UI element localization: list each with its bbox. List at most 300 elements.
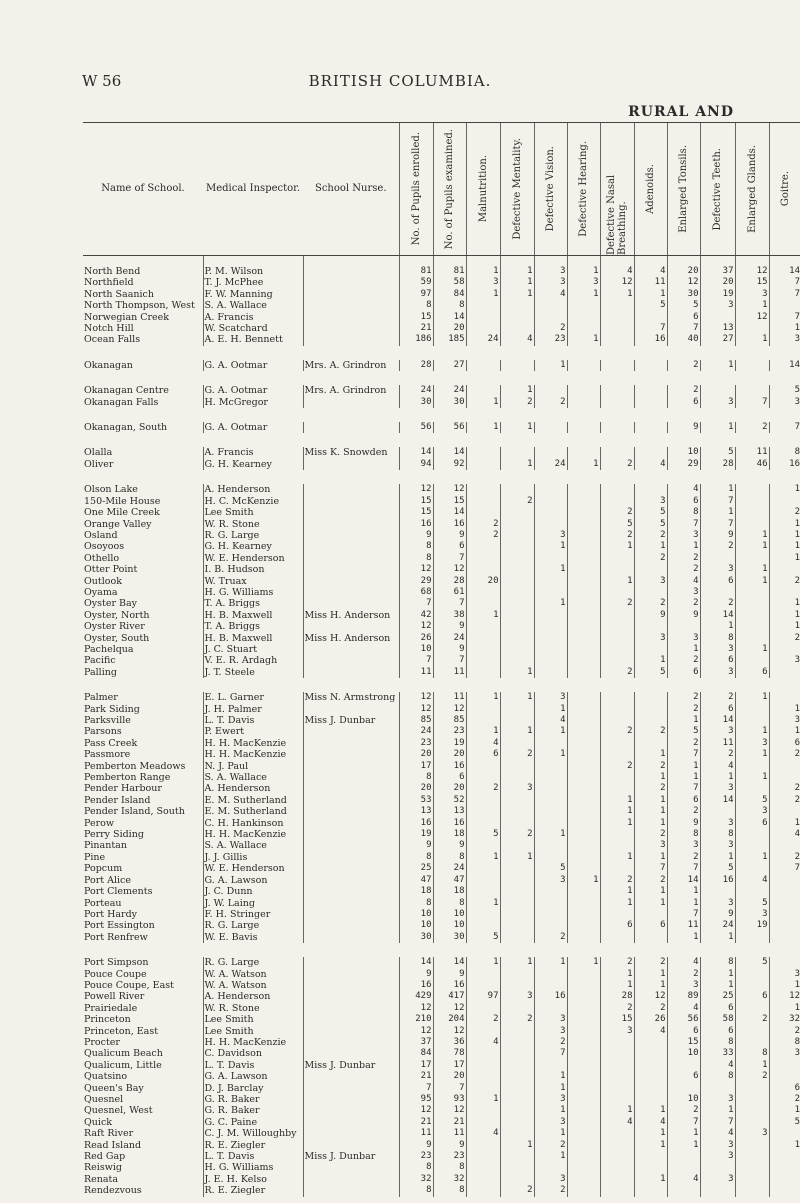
- value-cell: 20: [433, 749, 466, 760]
- value-cell: [466, 1140, 500, 1151]
- table-row: [83, 541, 800, 552]
- value-cell: [466, 1026, 500, 1037]
- table-row: [83, 459, 800, 470]
- value-cell: [534, 886, 567, 897]
- value-cell: 12: [634, 991, 667, 1002]
- value-cell: 4: [667, 576, 700, 587]
- value-cell: 2: [500, 829, 534, 840]
- value-cell: [567, 969, 600, 980]
- nurse-cell: Miss J. Dunbar: [303, 1060, 399, 1071]
- value-cell: 14: [667, 875, 700, 886]
- value-cell: [600, 1140, 634, 1151]
- value-cell: [735, 886, 769, 897]
- value-cell: [769, 806, 800, 817]
- nurse-cell: [303, 806, 399, 817]
- value-cell: 7: [634, 323, 667, 334]
- value-cell: 7: [433, 553, 466, 564]
- value-cell: 9: [399, 840, 433, 851]
- value-cell: 1: [769, 1140, 800, 1151]
- nurse-cell: [303, 459, 399, 470]
- value-cell: 24: [700, 920, 735, 931]
- value-cell: 204: [433, 1014, 466, 1025]
- value-cell: 1: [735, 692, 769, 703]
- school-name-cell: Pemberton Range: [84, 772, 171, 784]
- table-row: [83, 484, 800, 495]
- value-cell: [600, 1060, 634, 1071]
- value-cell: [634, 1151, 667, 1162]
- value-cell: 2: [667, 692, 700, 703]
- nurse-cell: [303, 496, 399, 507]
- value-cell: [634, 1037, 667, 1048]
- table-row: [83, 840, 800, 851]
- value-cell: 7: [700, 496, 735, 507]
- row-spacer: [83, 346, 800, 360]
- inspector-cell: W. R. Stone: [203, 1003, 303, 1014]
- value-cell: 1: [769, 323, 800, 334]
- value-cell: [500, 644, 534, 655]
- nurse-cell: [303, 957, 399, 968]
- value-cell: 68: [399, 587, 433, 598]
- value-cell: [500, 898, 534, 909]
- value-cell: [466, 920, 500, 931]
- column-header-label: Defective Vision.: [545, 146, 556, 232]
- value-cell: [500, 1048, 534, 1059]
- section-title: RURAL AND: [628, 104, 734, 120]
- school-name-cell: Porteau: [84, 897, 122, 909]
- value-cell: [600, 772, 634, 783]
- inspector-cell: H. B. Maxwell: [203, 610, 303, 621]
- school-name-cell: Port Simpson: [84, 957, 149, 969]
- value-cell: 12: [399, 484, 433, 495]
- value-cell: 4: [769, 829, 800, 840]
- value-cell: 1: [634, 886, 667, 897]
- value-cell: 20: [399, 783, 433, 794]
- value-cell: [567, 598, 600, 609]
- school-name-cell: Oyama: [84, 586, 118, 598]
- value-cell: [735, 655, 769, 666]
- value-cell: [534, 1003, 567, 1014]
- value-cell: 8: [433, 300, 466, 311]
- value-cell: [600, 829, 634, 840]
- value-cell: 1: [600, 969, 634, 980]
- value-cell: [634, 1094, 667, 1105]
- value-cell: 6: [769, 738, 800, 749]
- value-cell: 1: [534, 957, 567, 968]
- value-cell: 23: [399, 738, 433, 749]
- value-cell: [500, 772, 534, 783]
- value-cell: 1: [634, 898, 667, 909]
- table-row: [83, 829, 800, 840]
- school-name-cell: Quatsino: [84, 1071, 128, 1083]
- value-cell: [500, 715, 534, 726]
- value-cell: [567, 1174, 600, 1185]
- value-cell: [466, 496, 500, 507]
- value-cell: 5: [634, 507, 667, 518]
- value-cell: 16: [399, 818, 433, 829]
- table-row: [83, 761, 800, 772]
- value-cell: [466, 1117, 500, 1128]
- value-cell: 1: [567, 957, 600, 968]
- value-cell: 12: [769, 991, 800, 1002]
- inspector-cell: F. W. Manning: [203, 289, 303, 300]
- column-header: [769, 123, 800, 256]
- nurse-cell: [303, 519, 399, 530]
- school-name-cell: Osoyoos: [84, 541, 125, 553]
- table-row: [83, 1071, 800, 1082]
- value-cell: 85: [433, 715, 466, 726]
- value-cell: [634, 447, 667, 458]
- value-cell: 3: [667, 840, 700, 851]
- school-name-cell: Norwegian Creek: [84, 311, 170, 323]
- value-cell: 2: [600, 957, 634, 968]
- value-cell: [500, 1026, 534, 1037]
- inspector-cell: H. H. MacKenzie: [203, 738, 303, 749]
- value-cell: 9: [634, 610, 667, 621]
- value-cell: 81: [433, 256, 466, 278]
- school-name-cell: Okanagan Falls: [84, 396, 159, 408]
- value-cell: 11: [433, 692, 466, 703]
- row-spacer: [83, 470, 800, 484]
- value-cell: [700, 806, 735, 817]
- value-cell: [769, 1071, 800, 1082]
- value-cell: [500, 704, 534, 715]
- value-cell: 15: [399, 496, 433, 507]
- value-cell: 7: [769, 422, 800, 433]
- value-cell: [466, 633, 500, 644]
- value-cell: 6: [700, 1003, 735, 1014]
- value-cell: [700, 312, 735, 323]
- inspector-cell: F. H. Stringer: [203, 909, 303, 920]
- value-cell: [567, 496, 600, 507]
- value-cell: [534, 422, 567, 433]
- value-cell: 47: [433, 875, 466, 886]
- school-name-cell: Raft River: [84, 1128, 134, 1140]
- value-cell: 7: [534, 1048, 567, 1059]
- value-cell: 186: [399, 334, 433, 345]
- school-name-cell: Queen's Bay: [84, 1082, 144, 1094]
- value-cell: 19: [433, 738, 466, 749]
- value-cell: 1: [634, 969, 667, 980]
- value-cell: [735, 360, 769, 371]
- school-name-cell: North Thompson, West: [84, 300, 195, 312]
- value-cell: 2: [769, 749, 800, 760]
- value-cell: [500, 447, 534, 458]
- value-cell: 19: [735, 920, 769, 931]
- column-header: [433, 123, 466, 256]
- value-cell: [700, 1083, 735, 1094]
- table-row: [83, 818, 800, 829]
- school-name-cell: Quesnel: [84, 1094, 124, 1105]
- value-cell: 1: [500, 256, 534, 278]
- school-name-cell: Oyster, North: [84, 609, 150, 621]
- school-name-cell: Quesnel, West: [84, 1105, 153, 1117]
- value-cell: 3: [735, 1128, 769, 1139]
- value-cell: [735, 980, 769, 991]
- value-cell: 2: [735, 422, 769, 433]
- school-name-cell: Port Alice: [84, 874, 131, 886]
- value-cell: 1: [667, 898, 700, 909]
- value-cell: 21: [433, 1117, 466, 1128]
- value-cell: [567, 1060, 600, 1071]
- value-cell: [600, 312, 634, 323]
- value-cell: 3: [700, 1140, 735, 1151]
- value-cell: 19: [700, 289, 735, 300]
- value-cell: 2: [466, 783, 500, 794]
- value-cell: [634, 1048, 667, 1059]
- column-header-label: Enlarged Glands.: [746, 145, 758, 233]
- value-cell: [769, 587, 800, 598]
- table-row: [83, 397, 800, 408]
- value-cell: 7: [735, 397, 769, 408]
- value-cell: [567, 360, 600, 371]
- value-cell: 1: [735, 726, 769, 737]
- value-cell: 1: [600, 886, 634, 897]
- value-cell: [735, 1151, 769, 1162]
- value-cell: 4: [466, 1037, 500, 1048]
- value-cell: 16: [433, 980, 466, 991]
- value-cell: 9: [667, 818, 700, 829]
- inspector-cell: S. A. Wallace: [203, 772, 303, 783]
- value-cell: [735, 1083, 769, 1094]
- value-cell: 2: [667, 806, 700, 817]
- value-cell: 1: [534, 1151, 567, 1162]
- value-cell: 4: [700, 1128, 735, 1139]
- value-cell: 1: [769, 484, 800, 495]
- column-header: [735, 123, 769, 256]
- value-cell: [769, 1060, 800, 1071]
- value-cell: 2: [700, 541, 735, 552]
- school-name-cell: Pender Island: [84, 794, 151, 806]
- value-cell: 30: [433, 397, 466, 408]
- value-cell: 2: [534, 323, 567, 334]
- value-cell: 95: [399, 1094, 433, 1105]
- value-cell: [534, 818, 567, 829]
- value-cell: [567, 738, 600, 749]
- table-row: [83, 715, 800, 726]
- value-cell: 1: [534, 726, 567, 737]
- inspector-cell: S. A. Wallace: [203, 840, 303, 851]
- value-cell: 3: [534, 1014, 567, 1025]
- value-cell: 1: [634, 289, 667, 300]
- value-cell: [466, 969, 500, 980]
- table-header-row: [83, 123, 800, 256]
- value-cell: 38: [433, 610, 466, 621]
- nurse-cell: [303, 761, 399, 772]
- value-cell: 1: [769, 598, 800, 609]
- value-cell: 8: [700, 1037, 735, 1048]
- value-cell: [534, 312, 567, 323]
- value-cell: [567, 795, 600, 806]
- value-cell: [500, 553, 534, 564]
- school-name-cell: Oyster Bay: [84, 598, 138, 610]
- value-cell: [600, 610, 634, 621]
- value-cell: 7: [667, 783, 700, 794]
- table-row: [83, 795, 800, 806]
- value-cell: [500, 598, 534, 609]
- value-cell: 3: [700, 840, 735, 851]
- value-cell: [634, 909, 667, 920]
- value-cell: [600, 633, 634, 644]
- value-cell: [500, 1162, 534, 1173]
- value-cell: [700, 1162, 735, 1173]
- value-cell: 4: [466, 738, 500, 749]
- value-cell: 7: [769, 277, 800, 288]
- value-cell: 2: [634, 598, 667, 609]
- nurse-cell: [303, 621, 399, 632]
- value-cell: 3: [769, 397, 800, 408]
- value-cell: 5: [769, 1117, 800, 1128]
- value-cell: 24: [433, 863, 466, 874]
- value-cell: 15: [735, 277, 769, 288]
- value-cell: [769, 772, 800, 783]
- value-cell: 1: [769, 530, 800, 541]
- table-row: [83, 496, 800, 507]
- value-cell: 16: [700, 875, 735, 886]
- value-cell: [567, 587, 600, 598]
- value-cell: 1: [735, 852, 769, 863]
- value-cell: 18: [433, 886, 466, 897]
- value-cell: 12: [735, 256, 769, 278]
- inspector-cell: E. M. Sutherland: [203, 795, 303, 806]
- value-cell: [769, 1151, 800, 1162]
- value-cell: [534, 484, 567, 495]
- value-cell: 1: [700, 932, 735, 943]
- value-cell: 28: [700, 459, 735, 470]
- value-cell: [600, 692, 634, 703]
- nurse-cell: Miss J. Dunbar: [303, 1151, 399, 1162]
- nurse-cell: [303, 1117, 399, 1128]
- value-cell: 1: [534, 598, 567, 609]
- value-cell: 6: [433, 772, 466, 783]
- value-cell: 1: [534, 1071, 567, 1082]
- nurse-cell: [303, 818, 399, 829]
- value-cell: 26: [634, 1014, 667, 1025]
- value-cell: [500, 980, 534, 991]
- value-cell: 7: [399, 1083, 433, 1094]
- nurse-cell: [303, 323, 399, 334]
- value-cell: [634, 1185, 667, 1196]
- value-cell: [567, 692, 600, 703]
- value-cell: 7: [399, 598, 433, 609]
- value-cell: [567, 397, 600, 408]
- value-cell: [567, 783, 600, 794]
- value-cell: 1: [769, 553, 800, 564]
- value-cell: 1: [600, 289, 634, 300]
- school-name-cell: One Mile Creek: [84, 507, 160, 519]
- value-cell: [500, 541, 534, 552]
- nurse-cell: [303, 1128, 399, 1139]
- value-cell: 4: [667, 957, 700, 968]
- value-cell: 3: [634, 576, 667, 587]
- value-cell: 6: [634, 920, 667, 931]
- value-cell: [567, 772, 600, 783]
- value-cell: 9: [700, 909, 735, 920]
- nurse-cell: [303, 920, 399, 931]
- value-cell: 11: [433, 667, 466, 678]
- value-cell: [600, 496, 634, 507]
- inspector-cell: R. E. Ziegler: [203, 1140, 303, 1151]
- inspector-cell: A. Henderson: [203, 991, 303, 1002]
- value-cell: [567, 385, 600, 396]
- value-cell: [534, 667, 567, 678]
- nurse-cell: [303, 1003, 399, 1014]
- value-cell: [500, 621, 534, 632]
- value-cell: 2: [466, 530, 500, 541]
- value-cell: [500, 761, 534, 772]
- table-row: [83, 1185, 800, 1196]
- value-cell: [735, 1174, 769, 1185]
- value-cell: 1: [534, 829, 567, 840]
- value-cell: [500, 587, 534, 598]
- value-cell: 1: [735, 334, 769, 345]
- value-cell: [500, 530, 534, 541]
- school-name-cell: Othello: [84, 552, 120, 564]
- inspector-cell: E. M. Sutherland: [203, 806, 303, 817]
- value-cell: 58: [433, 277, 466, 288]
- school-name-cell: Pender Island, South: [84, 806, 185, 818]
- inspector-cell: Lee Smith: [203, 1026, 303, 1037]
- value-cell: 1: [466, 852, 500, 863]
- value-cell: [466, 598, 500, 609]
- value-cell: [500, 738, 534, 749]
- school-name-cell: Rendezvous: [84, 1185, 142, 1197]
- value-cell: [500, 300, 534, 311]
- table-row: [83, 957, 800, 968]
- value-cell: 29: [399, 576, 433, 587]
- value-cell: 5: [634, 300, 667, 311]
- table-row: [83, 553, 800, 564]
- value-cell: 1: [769, 621, 800, 632]
- value-cell: 1: [634, 541, 667, 552]
- nurse-cell: [303, 1037, 399, 1048]
- value-cell: 12: [433, 484, 466, 495]
- value-cell: 2: [500, 397, 534, 408]
- school-name-cell: Okanagan Centre: [84, 385, 169, 397]
- value-cell: 429: [399, 991, 433, 1002]
- table-row: [83, 1037, 800, 1048]
- value-cell: [769, 886, 800, 897]
- value-cell: [735, 633, 769, 644]
- value-cell: [500, 655, 534, 666]
- value-cell: [466, 1174, 500, 1185]
- school-name-cell: North Saanich: [84, 288, 154, 300]
- value-cell: 3: [769, 715, 800, 726]
- value-cell: [600, 587, 634, 598]
- value-cell: [466, 655, 500, 666]
- value-cell: 2: [667, 969, 700, 980]
- value-cell: [567, 726, 600, 737]
- column-header: [567, 123, 600, 256]
- value-cell: [466, 300, 500, 311]
- value-cell: [667, 1083, 700, 1094]
- value-cell: [735, 484, 769, 495]
- value-cell: [600, 422, 634, 433]
- value-cell: 3: [634, 633, 667, 644]
- value-cell: [466, 484, 500, 495]
- value-cell: [567, 519, 600, 530]
- inspector-cell: H. G. Williams: [203, 1162, 303, 1173]
- value-cell: 14: [769, 256, 800, 278]
- value-cell: [600, 564, 634, 575]
- nurse-cell: [303, 256, 399, 278]
- value-cell: 12: [433, 1003, 466, 1014]
- table-row: [83, 920, 800, 931]
- row-spacer: [83, 433, 800, 447]
- nurse-cell: [303, 507, 399, 518]
- value-cell: 9: [433, 530, 466, 541]
- value-cell: 2: [500, 1185, 534, 1196]
- table-row: [83, 980, 800, 991]
